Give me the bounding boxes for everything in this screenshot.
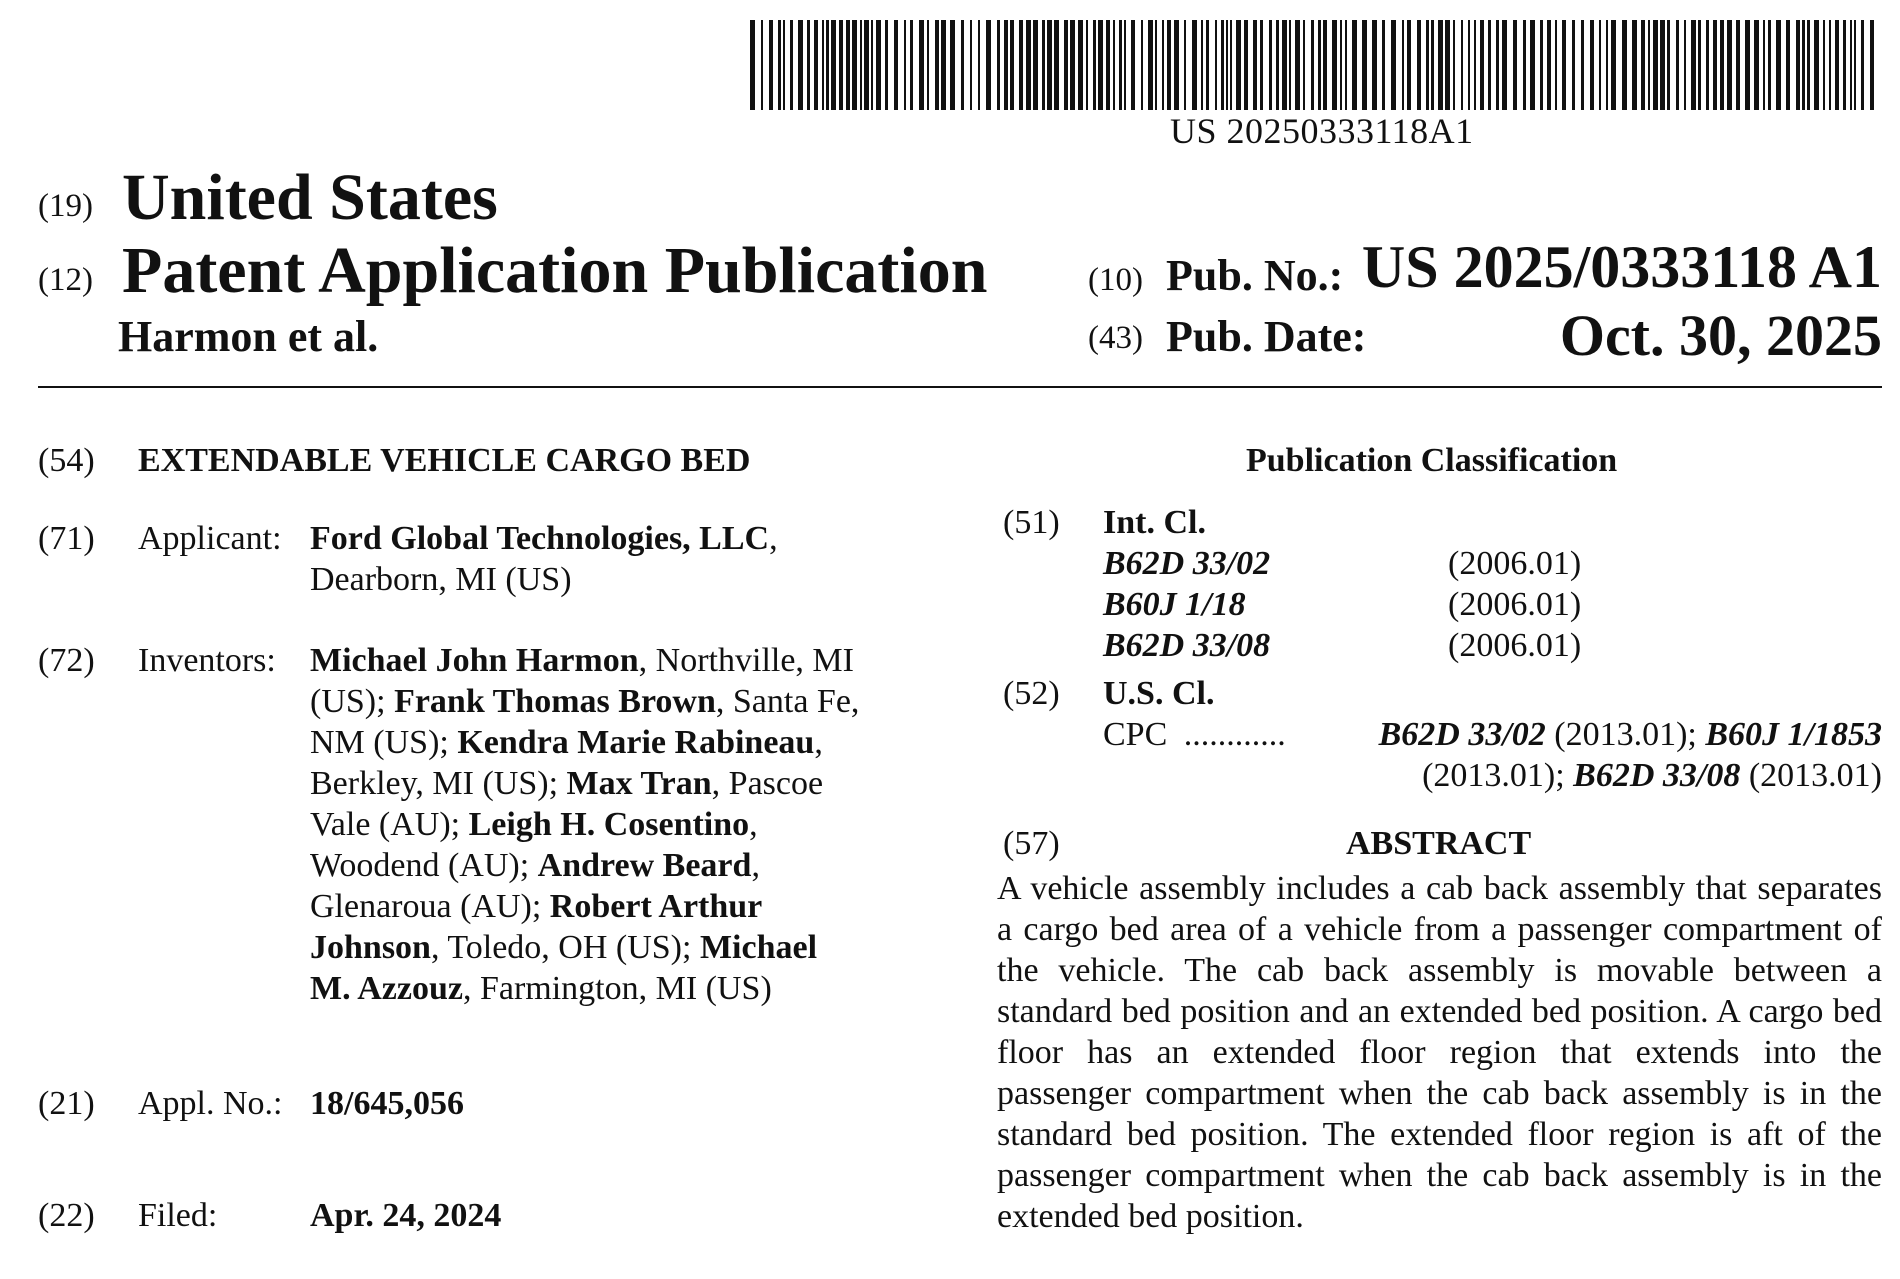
inventor-name: Leigh H. Cosentino [468,806,750,843]
inventor-line [310,640,859,681]
pub-date: Oct. 30, 2025 [1559,303,1882,368]
cpc-version: (2013.01) [1740,757,1882,794]
inventor-name: Max Tran [566,765,712,802]
inventor-location: (US); [310,683,395,720]
inventor-name: Kendra Marie Rabineau [457,724,815,761]
inventor-name: Frank Thomas Brown [394,683,716,720]
appl-number: 18/645,056 [310,1085,464,1122]
int-cl-version: (2006.01) [1448,545,1582,582]
int-cl-version: (2006.01) [1448,586,1582,623]
country-title: United States [122,161,498,234]
applicant-block [310,518,778,600]
inventor-name: Michael [699,929,818,966]
cpc-line-2 [1422,755,1882,796]
inventor-location: , [751,847,760,884]
inventor-line [310,722,859,763]
barcode-number: US 20250333118A1 [1170,111,1474,151]
doc-type-code: (12) [38,262,93,298]
inventors-list [310,640,859,1009]
cpc-label-text: CPC [1103,716,1168,753]
cpc-version: (2013.01); [1545,716,1706,753]
cpc-line-1 [1379,714,1882,755]
inventor-location: NM (US); [310,724,458,761]
filed-code: (22) [38,1197,95,1234]
inventor-name: Andrew Beard [537,847,752,884]
cpc-leader-dots: ............ [1183,716,1286,753]
inventor-short: Harmon et al. [118,312,379,361]
abstract-text: A vehicle assembly includes a cab back assembly that separates a cargo bed area of a vehicle from a passenger compartment of the vehicle. The cab back assembly is movable between a standard bed position and an extended bed position. A cargo bed floor has an extended floor region that extends into the passenger compartment when the cab back assembly is in the standard bed position. The extended floor region is aft of the passenger compartment when the cab back assembly is in the extended bed position. [997,870,1882,1235]
int-cl-class: B62D 33/08 [1103,627,1271,664]
inventor-location: Vale (AU); [310,806,469,843]
appl-code: (21) [38,1085,95,1122]
invention-title: EXTENDABLE VEHICLE CARGO BED [138,442,751,479]
inventor-location: , Pascoe [711,765,824,802]
applicant-comma: , [769,520,778,557]
doc-type-title: Patent Application Publication [122,234,988,307]
inventors-label: Inventors: [138,642,276,679]
applicant-location: Dearborn, MI (US) [310,561,572,598]
country-code: (19) [38,188,93,224]
abstract-code: (57) [1003,825,1060,862]
inventor-location: , [814,724,823,761]
inventor-line [310,804,859,845]
abstract-heading: ABSTRACT [1346,825,1532,862]
inventor-location: , Toledo, OH (US); [430,929,700,966]
int-cl-version: (2006.01) [1448,627,1582,664]
applicant-code: (71) [38,520,95,557]
inventors-code: (72) [38,642,95,679]
inventor-name: M. Azzouz [310,970,463,1007]
applicant-label: Applicant: [138,520,282,557]
inventor-line [310,968,859,1009]
filed-date: Apr. 24, 2024 [310,1197,502,1234]
appl-label: Appl. No.: [138,1085,283,1122]
inventor-location: , Northville, MI [638,642,854,679]
int-cl-label: Int. Cl. [1103,504,1206,541]
inventor-line [310,845,859,886]
int-cl-class: B60J 1/18 [1103,586,1246,623]
inventor-location: Woodend (AU); [310,847,538,884]
cpc-class: B62D 33/08 [1573,757,1741,794]
inventor-name: Michael John Harmon [310,642,639,679]
inventor-name: Robert Arthur [549,888,763,925]
inventor-name: Johnson [310,929,431,966]
cpc-version: (2013.01); [1422,757,1574,794]
inventor-line [310,886,859,927]
inventor-location: , Farmington, MI (US) [462,970,772,1007]
pub-no: US 2025/0333118 A1 [1361,234,1882,300]
inventor-line [310,927,859,968]
filed-label: Filed: [138,1197,218,1234]
cpc-label [1103,714,1286,755]
cpc-class: B62D 33/02 [1378,716,1546,753]
inventor-line [310,681,859,722]
int-cl-code: (51) [1003,504,1060,541]
classification-heading: Publication Classification [1246,442,1618,479]
inventor-location: , [749,806,758,843]
cpc-class: B60J 1/1853 [1705,716,1882,753]
inventor-location: Berkley, MI (US); [310,765,567,802]
pub-date-label: Pub. Date: [1166,312,1367,361]
pub-no-code: (10) [1088,262,1143,298]
inventor-location: , Santa Fe, [715,683,860,720]
pub-no-label: Pub. No.: [1166,251,1344,300]
title-code: (54) [38,442,95,479]
barcode-image [750,20,1882,110]
pub-date-code: (43) [1088,320,1143,356]
int-cl-class: B62D 33/02 [1103,545,1271,582]
applicant-name: Ford Global Technologies, LLC [310,520,770,557]
us-cl-code: (52) [1003,675,1060,712]
us-cl-label: U.S. Cl. [1103,675,1215,712]
header-divider [38,386,1882,388]
inventor-location: Glenaroua (AU); [310,888,550,925]
inventor-line [310,763,859,804]
